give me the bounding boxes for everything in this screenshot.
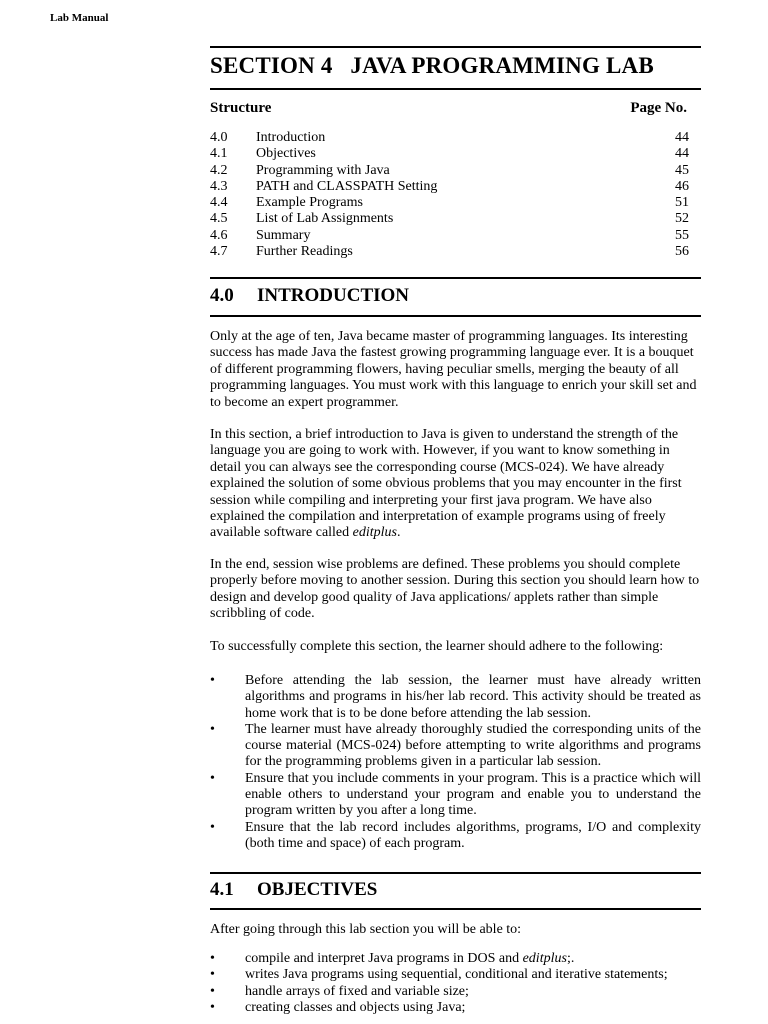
page-no-label: Page No.: [630, 100, 687, 116]
editplus-term: editplus: [352, 525, 397, 541]
structure-label: Structure: [210, 100, 272, 116]
toc-number: 4.3: [210, 178, 228, 194]
objectives-rule: [210, 908, 701, 910]
list-item: [210, 673, 701, 722]
toc-row: [210, 146, 689, 162]
objectives-lead: After going through this lab section you will be able to:: [210, 922, 522, 937]
bullet-icon: •: [210, 999, 215, 1015]
intro-paragraph-2: [210, 427, 701, 542]
list-item: [210, 1000, 701, 1016]
intro-paragraph-3: In the end, session wise problems are defined. These problems you should complete properly before moving to another session. During this section you should learn how to design and develop good quality of Java applications/ applets rather than simple scribbling of code.: [210, 557, 700, 622]
toc-row: [210, 163, 689, 179]
toc-row: [210, 179, 689, 195]
toc-title: Example Programs: [256, 195, 363, 211]
toc-number: 4.0: [210, 130, 228, 145]
list-item: [210, 722, 701, 771]
toc-page: 56: [675, 244, 689, 260]
toc-page: 45: [675, 162, 689, 178]
toc-row: [210, 195, 689, 211]
bullet-text: The learner must have already thoroughly studied the corresponding units of the course material (MCS-024) before attempting to write algorithms and programs for the programming problems given in a particular lab session.: [245, 721, 701, 770]
objectives-top-rule: [210, 872, 701, 874]
bullet-icon: •: [210, 983, 215, 999]
objective-text: writes Java programs using sequential, conditional and iterative statements;: [245, 967, 668, 983]
objective-text: handle arrays of fixed and variable size;: [245, 983, 469, 999]
intro-bullet-list: [210, 673, 701, 852]
toc-title: Objectives: [256, 146, 316, 162]
toc-page: 46: [675, 178, 689, 194]
list-item: [210, 771, 701, 820]
intro-rule: [210, 315, 701, 317]
toc-number: 4.2: [210, 162, 228, 178]
intro-paragraph-4: To successfully complete this section, the learner should adhere to the following:: [210, 639, 664, 654]
objectives-heading: [210, 879, 377, 901]
bullet-icon: •: [210, 967, 215, 983]
p2-text: In this section, a brief introduction to Java is given to understand the strength of the language you are going to work with. However, if you want to know something in detail you can always see the corresponding course (MCS-024). We have already explained the solution of some obvious problems that you may encounter in the first session while compiling and interpreting your first java program. We have also explained the compilation and interpretation of example programs using of freely available software called: [210, 427, 682, 541]
list-item: [210, 984, 701, 1000]
bullet-icon: •: [210, 819, 215, 835]
intro-number: 4.0: [210, 285, 234, 306]
toc-number: 4.6: [210, 227, 228, 243]
objective-text: compile and interpret Java programs in DOS and: [245, 951, 523, 966]
toc-page: 51: [675, 195, 689, 211]
toc-page: 44: [675, 146, 689, 162]
intro-heading: [210, 285, 409, 307]
intro-title: INTRODUCTION: [257, 285, 410, 306]
list-item: [210, 951, 701, 967]
toc-page: 55: [675, 227, 689, 243]
toc-rule: [210, 277, 701, 279]
bullet-text: Ensure that the lab record includes algorithms, programs, I/O and complexity (both time and space) of each program.: [245, 819, 701, 851]
toc-number: 4.1: [210, 146, 228, 162]
toc-title: List of Lab Assignments: [256, 211, 394, 227]
top-rule: [210, 46, 701, 48]
bullet-icon: •: [210, 770, 215, 786]
list-item: [210, 967, 701, 983]
toc-row: [210, 211, 689, 227]
toc-title: Programming with Java: [256, 162, 390, 178]
toc-title: Introduction: [256, 130, 326, 145]
toc-row: [210, 130, 689, 146]
bullet-text: Ensure that you include comments in your program. This is a practice which will enable others to understand your program and enable you to understand the program written by you after a long time.: [245, 770, 701, 819]
objectives-title: OBJECTIVES: [257, 879, 378, 900]
bullet-icon: •: [210, 951, 215, 966]
objective-text: creating classes and objects using Java;: [245, 999, 466, 1015]
toc-number: 4.7: [210, 244, 228, 260]
intro-paragraph-1: Only at the age of ten, Java became master of programming languages. Its interesting success has made Java the fastest growing programming language ever. It is a bouquet of different programming flowers, having peculiar smells, merging the beauty of all programming languages. You must work with this language to enrich your skill set and to become an expert programmer.: [210, 329, 697, 410]
toc-page: 44: [675, 130, 689, 145]
toc-page: 52: [675, 211, 689, 227]
table-of-contents: [210, 130, 689, 260]
p2-end: .: [397, 525, 401, 541]
toc-row: [210, 228, 689, 244]
toc-title: Summary: [256, 227, 311, 243]
objectives-number: 4.1: [210, 879, 234, 900]
bullet-text: Before attending the lab session, the learner must have already written algorithms and programs in his/her lab record. This activity should be treated as home work that is to be done before attending the lab session.: [245, 673, 701, 721]
structure-header: [210, 100, 687, 117]
toc-row: [210, 244, 689, 260]
title-rule: [210, 88, 701, 90]
toc-title: PATH and CLASSPATH Setting: [256, 178, 438, 194]
bullet-icon: •: [210, 673, 215, 688]
bullet-icon: •: [210, 721, 215, 737]
toc-number: 4.4: [210, 195, 228, 211]
running-head: Lab Manual: [50, 12, 109, 24]
editplus-term: editplus: [522, 951, 567, 966]
objectives-bullet-list: [210, 951, 701, 1016]
toc-title: Further Readings: [256, 244, 353, 260]
toc-number: 4.5: [210, 211, 228, 227]
section-title: SECTION 4 JAVA PROGRAMMING LAB: [210, 53, 654, 78]
list-item: [210, 820, 701, 853]
objective-end: ;.: [566, 951, 575, 966]
